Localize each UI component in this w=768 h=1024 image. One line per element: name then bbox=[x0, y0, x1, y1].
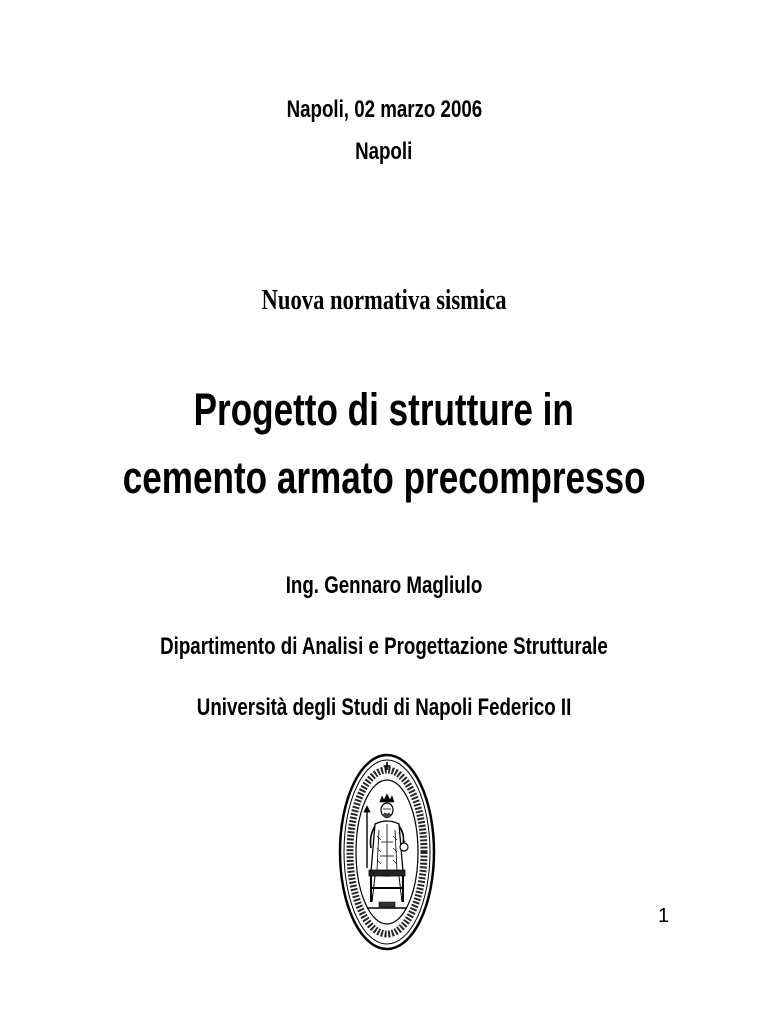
author-name bbox=[0, 572, 768, 600]
university-text: Università degli Studi di Napoli Federico II bbox=[196, 694, 572, 721]
title-line-1-text: Progetto di strutture in bbox=[193, 384, 575, 435]
header-date-text: Napoli, 02 marzo 2006 bbox=[286, 96, 482, 123]
subtitle-text: Nuova normativa sismica bbox=[261, 284, 507, 316]
page-number: 1 bbox=[658, 905, 670, 927]
university-seal-icon bbox=[337, 752, 437, 952]
title-line-2-text: cemento armato precompresso bbox=[122, 452, 646, 503]
author-name-text: Ing. Gennaro Magliulo bbox=[285, 572, 483, 599]
department-text: Dipartimento di Analisi e Progettazione Strutturale bbox=[160, 633, 608, 660]
header-date bbox=[0, 96, 768, 124]
university bbox=[0, 694, 768, 722]
title-line-1 bbox=[0, 384, 768, 436]
department bbox=[0, 633, 768, 661]
subtitle bbox=[0, 284, 768, 317]
title-line-2 bbox=[0, 452, 768, 504]
header-city-text: Napoli bbox=[355, 138, 413, 165]
header-city bbox=[0, 138, 768, 166]
